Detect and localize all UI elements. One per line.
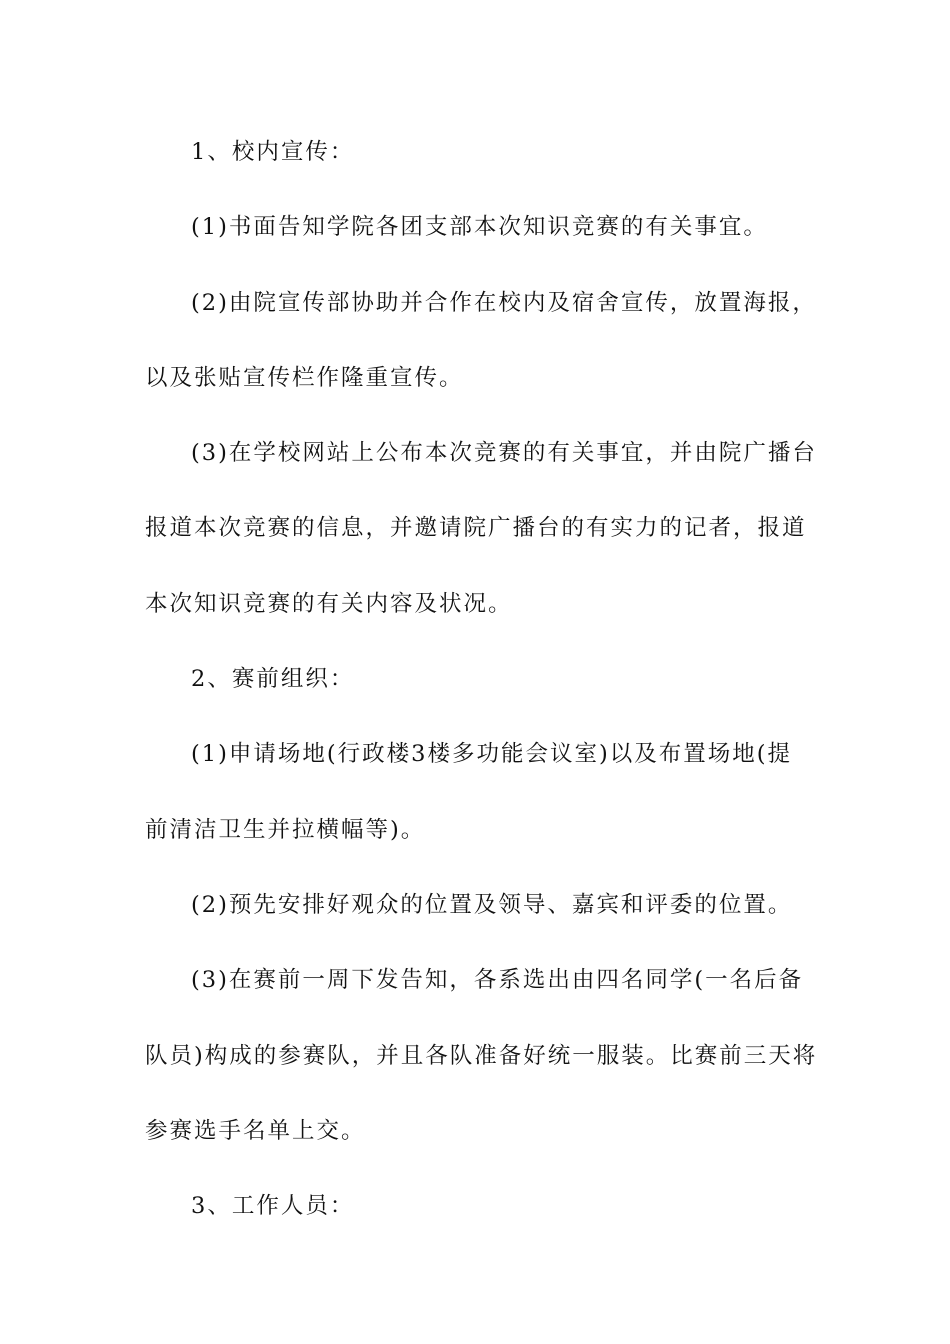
paragraph-line: (2)由院宣传部协助并合作在校内及宿舍宣传，放置海报， bbox=[191, 289, 817, 316]
paragraph-line: 参赛选手名单上交。 bbox=[145, 1117, 366, 1144]
paragraph-line: 前清洁卫生并拉横幅等)。 bbox=[145, 816, 426, 843]
paragraph-line: (2)预先安排好观众的位置及领导、嘉宾和评委的位置。 bbox=[191, 891, 793, 918]
paragraph-line: 报道本次竞赛的信息，并邀请院广播台的有实力的记者，报道 bbox=[145, 515, 807, 542]
paragraph-line: (3)在赛前一周下发告知，各系选出由四名同学(一名后备 bbox=[191, 967, 804, 994]
paragraph-line: (1)申请场地(行政楼3楼多功能会议室)以及布置场地(提 bbox=[191, 741, 793, 768]
section-heading-pre-match: 2、赛前组织： bbox=[191, 666, 355, 693]
document-body bbox=[145, 132, 818, 1261]
paragraph-line: (1)书面告知学院各团支部本次知识竞赛的有关事宜。 bbox=[191, 214, 768, 241]
paragraph-line: 以及张贴宣传栏作隆重宣传。 bbox=[145, 364, 464, 391]
paragraph-line: (3)在学校网站上公布本次竞赛的有关事宜，并由院广播台 bbox=[191, 440, 817, 467]
paragraph-line: 本次知识竞赛的有关内容及状况。 bbox=[145, 590, 513, 617]
section-heading-publicity: 1、校内宣传： bbox=[191, 139, 355, 165]
section-heading-staff: 3、工作人员： bbox=[191, 1193, 355, 1220]
paragraph-line: 队员)构成的参赛队，并且各队准备好统一服装。比赛前三天将 bbox=[145, 1042, 818, 1069]
